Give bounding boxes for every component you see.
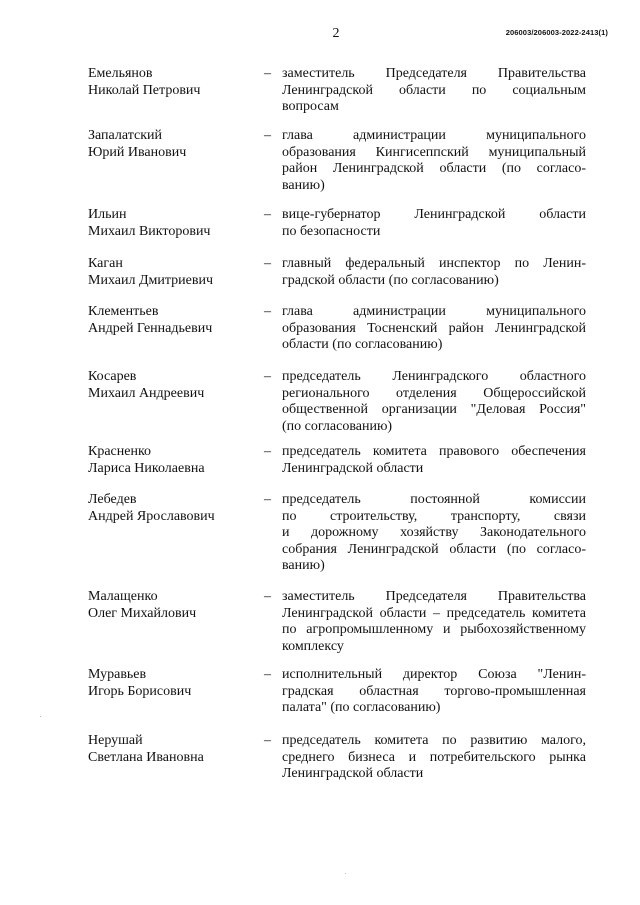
role-line: среднего бизнеса и потребительского рынка — [282, 749, 586, 765]
role-line: заместитель Председателя Правительства — [282, 589, 586, 604]
scan-speck — [345, 873, 346, 874]
member-name — [88, 589, 258, 622]
member-surname: Косарев — [88, 369, 137, 384]
role-line: комплексу — [282, 638, 344, 654]
member-surname: Муравьев — [88, 667, 147, 682]
member-surname: Лебедев — [88, 492, 137, 507]
member-surname: Красненко — [88, 444, 152, 459]
role-line: вице-губернатор Ленинградской области — [282, 207, 586, 222]
role-line: и дорожному хозяйству Законодательного — [282, 525, 586, 540]
member-name — [88, 444, 258, 477]
role-line: (по согласованию) — [282, 418, 393, 434]
role-line: градская областная торгово-промышленная — [282, 683, 586, 699]
entry-dash: – — [264, 589, 271, 604]
role-line: глава администрации муниципального — [282, 128, 586, 143]
member-role — [282, 304, 586, 354]
entry-dash: – — [264, 128, 271, 143]
role-line: глава администрации муниципального — [282, 304, 586, 319]
member-surname: Емельянов — [88, 66, 153, 81]
role-line: Ленинградской области — [282, 766, 424, 781]
member-given-names: Олег Михайлович — [88, 605, 197, 621]
role-line: образования Кингисеппский муниципальный — [282, 144, 586, 160]
member-role — [282, 369, 586, 435]
entry-dash: – — [264, 667, 271, 682]
member-name — [88, 256, 258, 289]
role-line: вопросам — [282, 99, 339, 114]
member-role — [282, 733, 586, 783]
member-role — [282, 444, 586, 477]
member-given-names: Игорь Борисович — [88, 683, 192, 699]
role-line: собрания Ленинградской области (по согласо- — [282, 541, 586, 557]
role-line: заместитель Председателя Правительства — [282, 66, 586, 81]
member-given-names: Михаил Андреевич — [88, 385, 205, 401]
role-line: общественной организации "Деловая Россия" — [282, 402, 586, 417]
member-name — [88, 128, 258, 161]
scan-speck — [40, 716, 41, 717]
role-line: по агропромышленному и рыбохозяйственному — [282, 622, 586, 637]
member-role — [282, 667, 586, 717]
role-line: регионального отделения Общероссийской — [282, 385, 586, 401]
role-line: образования Тосненский район Ленинградской — [282, 320, 586, 336]
role-line: председатель постоянной комиссии — [282, 492, 586, 507]
member-surname: Ильин — [88, 207, 127, 222]
member-given-names: Андрей Геннадьевич — [88, 320, 213, 336]
member-name — [88, 66, 258, 99]
member-given-names: Юрий Иванович — [88, 144, 187, 160]
role-line: председатель Ленинградского областного — [282, 369, 586, 384]
role-line: Ленинградской области – председатель комитета — [282, 605, 586, 621]
member-given-names: Николай Петрович — [88, 82, 201, 98]
entry-dash: – — [264, 733, 271, 748]
role-line: области (по согласованию) — [282, 337, 443, 352]
member-surname: Запалатский — [88, 128, 162, 143]
member-name — [88, 207, 258, 240]
member-name — [88, 733, 258, 766]
entry-dash: – — [264, 66, 271, 81]
role-line: Ленинградской области по социальным — [282, 82, 586, 98]
member-name — [88, 492, 258, 525]
role-line: председатель комитета по развитию малого, — [282, 733, 586, 748]
member-role — [282, 256, 586, 289]
role-line: палата" (по согласованию) — [282, 700, 441, 715]
member-given-names: Андрей Ярославович — [88, 508, 215, 524]
role-line: район Ленинградской области (по согласо- — [282, 161, 586, 176]
member-given-names: Лариса Николаевна — [88, 460, 205, 476]
role-line: Ленинградской области — [282, 460, 424, 476]
member-given-names: Михаил Дмитриевич — [88, 272, 213, 288]
member-surname: Клементьев — [88, 304, 159, 319]
member-name — [88, 304, 258, 337]
page-number: 2 — [332, 26, 340, 41]
entry-dash: – — [264, 304, 271, 319]
member-surname: Нерушай — [88, 733, 143, 748]
member-given-names: Светлана Ивановна — [88, 749, 204, 765]
role-line: градской области (по согласованию) — [282, 272, 499, 288]
member-role — [282, 128, 586, 194]
entry-dash: – — [264, 492, 271, 507]
role-line: по безопасности — [282, 223, 381, 239]
member-name — [88, 667, 258, 700]
member-role — [282, 589, 586, 655]
entry-dash: – — [264, 256, 271, 271]
member-surname: Малащенко — [88, 589, 158, 604]
member-role — [282, 66, 586, 116]
entry-dash: – — [264, 207, 271, 222]
member-role — [282, 207, 586, 240]
role-line: исполнительный директор Союза "Ленин- — [282, 667, 586, 682]
member-surname: Каган — [88, 256, 123, 271]
role-line: ванию) — [282, 177, 325, 193]
member-given-names: Михаил Викторович — [88, 223, 211, 239]
role-line: главный федеральный инспектор по Ленин- — [282, 256, 586, 271]
entry-dash: – — [264, 369, 271, 384]
role-line: по строительству, транспорту, связи — [282, 508, 586, 524]
entry-dash: – — [264, 444, 271, 459]
role-line: ванию) — [282, 558, 325, 573]
document-code: 206003/206003-2022-2413(1) — [505, 28, 608, 37]
role-line: председатель комитета правового обеспечения — [282, 444, 586, 459]
member-role — [282, 492, 586, 575]
member-name — [88, 369, 258, 402]
